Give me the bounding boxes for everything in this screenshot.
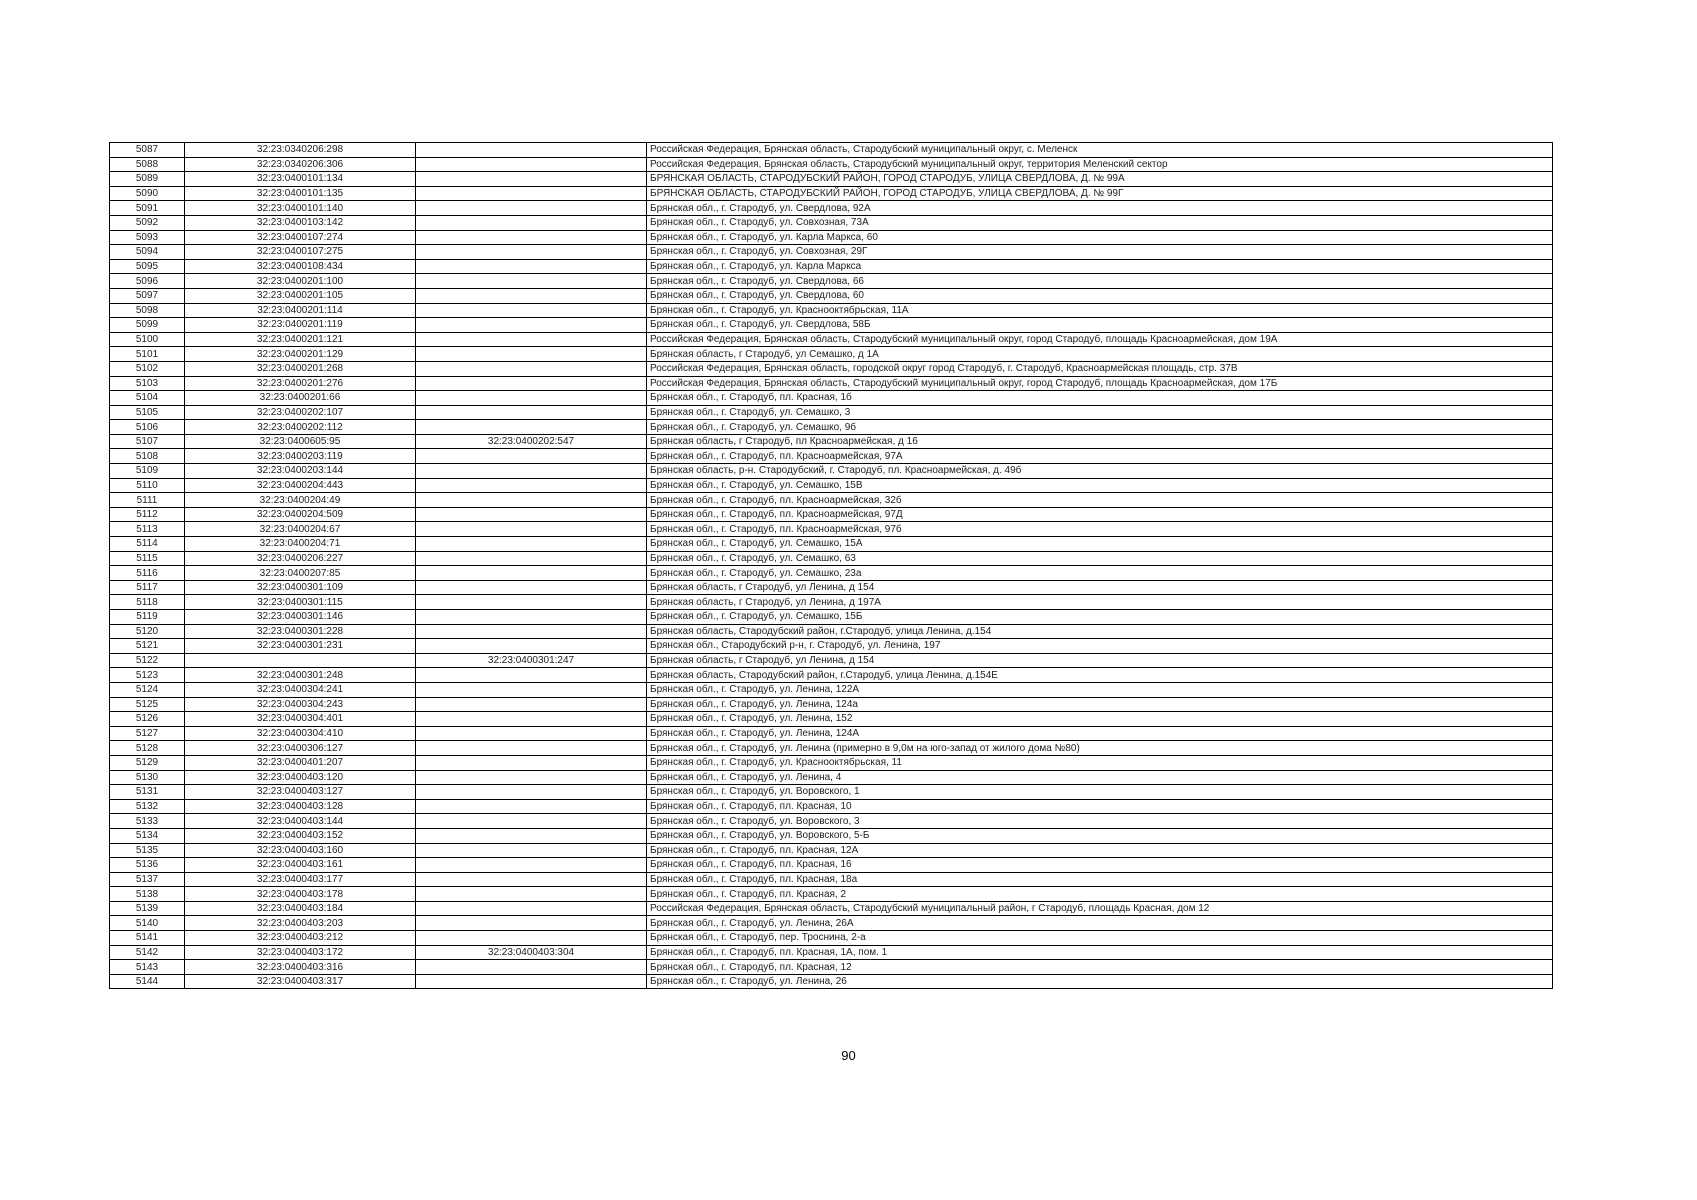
related-cadastral-number-cell	[416, 201, 647, 216]
row-number-cell: 5130	[110, 770, 185, 785]
table-row	[110, 595, 1553, 610]
cadastral-number-cell: 32:23:0400403:178	[185, 887, 416, 902]
related-cadastral-number-cell	[416, 639, 647, 654]
row-number-cell: 5089	[110, 172, 185, 187]
row-number-cell: 5126	[110, 712, 185, 727]
related-cadastral-number-cell	[416, 259, 647, 274]
address-cell: Брянская обл., г. Стародуб, пл. Красная, 1А, пом. 1	[647, 945, 1553, 960]
cadastral-number-cell: 32:23:0400403:128	[185, 799, 416, 814]
address-cell: Брянская обл., г. Стародуб, ул. Ленина, 26	[647, 974, 1553, 989]
row-number-cell: 5106	[110, 420, 185, 435]
cadastral-number-cell: 32:23:0340206:298	[185, 143, 416, 158]
cadastral-number-cell: 32:23:0400101:134	[185, 172, 416, 187]
related-cadastral-number-cell	[416, 172, 647, 187]
address-cell: Брянская обл., г. Стародуб, ул. Семашко, 15В	[647, 478, 1553, 493]
row-number-cell: 5113	[110, 522, 185, 537]
address-cell: Брянская обл., г. Стародуб, ул. Семашко, 15А	[647, 537, 1553, 552]
table-row	[110, 449, 1553, 464]
table-row	[110, 858, 1553, 873]
related-cadastral-number-cell	[416, 361, 647, 376]
row-number-cell: 5100	[110, 332, 185, 347]
address-cell: Брянская обл., г. Стародуб, ул. Свердлова, 92А	[647, 201, 1553, 216]
related-cadastral-number-cell	[416, 274, 647, 289]
related-cadastral-number-cell	[416, 376, 647, 391]
cadastral-number-cell: 32:23:0400301:228	[185, 624, 416, 639]
related-cadastral-number-cell	[416, 931, 647, 946]
table-row	[110, 785, 1553, 800]
cadastral-number-cell: 32:23:0400304:243	[185, 697, 416, 712]
address-cell: Брянская обл., г. Стародуб, пл. Красноармейская, 97А	[647, 449, 1553, 464]
cadastral-number-cell	[185, 653, 416, 668]
row-number-cell: 5098	[110, 303, 185, 318]
row-number-cell: 5120	[110, 624, 185, 639]
row-number-cell: 5094	[110, 245, 185, 260]
cadastral-number-cell: 32:23:0400403:212	[185, 931, 416, 946]
cadastral-number-cell: 32:23:0400306:127	[185, 741, 416, 756]
related-cadastral-number-cell	[416, 215, 647, 230]
table-row	[110, 361, 1553, 376]
row-number-cell: 5101	[110, 347, 185, 362]
address-cell: Российская Федерация, Брянская область, Стародубский муниципальный округ, город Стародуб, площадь Красноармейская, дом 19А	[647, 332, 1553, 347]
table-row	[110, 420, 1553, 435]
related-cadastral-number-cell	[416, 682, 647, 697]
cadastral-number-cell: 32:23:0400301:231	[185, 639, 416, 654]
table-row	[110, 303, 1553, 318]
row-number-cell: 5096	[110, 274, 185, 289]
address-cell: Брянская обл., г. Стародуб, ул. Семашко, 15Б	[647, 610, 1553, 625]
table-row	[110, 391, 1553, 406]
page-number: 90	[841, 1048, 856, 1063]
cadastral-number-cell: 32:23:0400204:509	[185, 507, 416, 522]
related-cadastral-number-cell	[416, 551, 647, 566]
cadastral-number-cell: 32:23:0400403:127	[185, 785, 416, 800]
address-cell: Российская Федерация, Брянская область, Стародубский муниципальный округ, территория Меленский сектор	[647, 157, 1553, 172]
table-row	[110, 405, 1553, 420]
table-row	[110, 624, 1553, 639]
cadastral-number-cell: 32:23:0400107:275	[185, 245, 416, 260]
address-cell: Брянская область, Стародубский район, г.Стародуб, улица Ленина, д.154Е	[647, 668, 1553, 683]
related-cadastral-number-cell	[416, 580, 647, 595]
registry-table	[109, 142, 1553, 989]
address-cell: Брянская обл., г. Стародуб, ул. Семашко, 63	[647, 551, 1553, 566]
related-cadastral-number-cell	[416, 157, 647, 172]
row-number-cell: 5103	[110, 376, 185, 391]
row-number-cell: 5119	[110, 610, 185, 625]
table-row	[110, 697, 1553, 712]
table-row	[110, 215, 1553, 230]
cadastral-number-cell: 32:23:0400401:207	[185, 755, 416, 770]
row-number-cell: 5132	[110, 799, 185, 814]
table-row	[110, 814, 1553, 829]
cadastral-number-cell: 32:23:0400204:443	[185, 478, 416, 493]
row-number-cell: 5122	[110, 653, 185, 668]
row-number-cell: 5134	[110, 828, 185, 843]
table-row	[110, 843, 1553, 858]
related-cadastral-number-cell	[416, 872, 647, 887]
related-cadastral-number-cell	[416, 901, 647, 916]
address-cell: Брянская обл., г. Стародуб, ул. Ленина, 152	[647, 712, 1553, 727]
related-cadastral-number-cell	[416, 624, 647, 639]
row-number-cell: 5140	[110, 916, 185, 931]
cadastral-number-cell: 32:23:0400103:142	[185, 215, 416, 230]
table-row	[110, 945, 1553, 960]
address-cell: Российская Федерация, Брянская область, Стародубский муниципальный округ, город Стародуб, площадь Красноармейская, дом 17Б	[647, 376, 1553, 391]
cadastral-number-cell: 32:23:0400403:144	[185, 814, 416, 829]
related-cadastral-number-cell	[416, 288, 647, 303]
row-number-cell: 5131	[110, 785, 185, 800]
related-cadastral-number-cell	[416, 785, 647, 800]
address-cell: Брянская обл., г. Стародуб, пл. Красная, 16	[647, 858, 1553, 873]
related-cadastral-number-cell	[416, 449, 647, 464]
related-cadastral-number-cell: 32:23:0400301:247	[416, 653, 647, 668]
related-cadastral-number-cell	[416, 887, 647, 902]
table-row	[110, 755, 1553, 770]
related-cadastral-number-cell	[416, 478, 647, 493]
address-cell: Брянская обл., г. Стародуб, ул. Ленина (примерно в 9,0м на юго-запад от жилого дома №80)	[647, 741, 1553, 756]
row-number-cell: 5124	[110, 682, 185, 697]
table-row	[110, 259, 1553, 274]
address-cell: Брянская обл., г. Стародуб, ул. Воровского, 5-Б	[647, 828, 1553, 843]
row-number-cell: 5093	[110, 230, 185, 245]
table-row	[110, 537, 1553, 552]
related-cadastral-number-cell	[416, 712, 647, 727]
row-number-cell: 5141	[110, 931, 185, 946]
address-cell: Брянская обл., г. Стародуб, ул. Ленина, 26А	[647, 916, 1553, 931]
address-cell: БРЯНСКАЯ ОБЛАСТЬ, СТАРОДУБСКИЙ РАЙОН, ГОРОД СТАРОДУБ, УЛИЦА СВЕРДЛОВА, Д. № 99А	[647, 172, 1553, 187]
cadastral-number-cell: 32:23:0400203:144	[185, 464, 416, 479]
related-cadastral-number-cell	[416, 741, 647, 756]
table-row	[110, 931, 1553, 946]
address-cell: Брянская обл., г. Стародуб, ул. Семашко, 3	[647, 405, 1553, 420]
address-cell: Брянская обл., Стародубский р-н, г. Стародуб, ул. Ленина, 197	[647, 639, 1553, 654]
related-cadastral-number-cell	[416, 726, 647, 741]
table-row	[110, 332, 1553, 347]
cadastral-number-cell: 32:23:0400201:121	[185, 332, 416, 347]
address-cell: Брянская обл., г. Стародуб, ул. Воровского, 1	[647, 785, 1553, 800]
table-row	[110, 551, 1553, 566]
related-cadastral-number-cell	[416, 799, 647, 814]
cadastral-number-cell: 32:23:0400304:410	[185, 726, 416, 741]
table-row	[110, 464, 1553, 479]
cadastral-number-cell: 32:23:0400206:227	[185, 551, 416, 566]
cadastral-number-cell: 32:23:0400201:105	[185, 288, 416, 303]
cadastral-number-cell: 32:23:0400301:248	[185, 668, 416, 683]
address-cell: Брянская обл., г. Стародуб, ул. Свердлова, 66	[647, 274, 1553, 289]
address-cell: Брянская обл., г. Стародуб, пл. Красная, 1б	[647, 391, 1553, 406]
row-number-cell: 5091	[110, 201, 185, 216]
related-cadastral-number-cell	[416, 303, 647, 318]
cadastral-number-cell: 32:23:0400301:109	[185, 580, 416, 595]
table-row	[110, 639, 1553, 654]
cadastral-number-cell: 32:23:0400108:434	[185, 259, 416, 274]
cadastral-number-cell: 32:23:0400403:184	[185, 901, 416, 916]
related-cadastral-number-cell	[416, 858, 647, 873]
row-number-cell: 5125	[110, 697, 185, 712]
row-number-cell: 5133	[110, 814, 185, 829]
cadastral-number-cell: 32:23:0400403:203	[185, 916, 416, 931]
row-number-cell: 5107	[110, 434, 185, 449]
table-row	[110, 201, 1553, 216]
related-cadastral-number-cell: 32:23:0400403:304	[416, 945, 647, 960]
table-row	[110, 974, 1553, 989]
address-cell: Брянская обл., г. Стародуб, ул. Семашко, 9б	[647, 420, 1553, 435]
cadastral-number-cell: 32:23:0400403:160	[185, 843, 416, 858]
address-cell: Брянская обл., г. Стародуб, ул. Воровского, 3	[647, 814, 1553, 829]
table-row	[110, 376, 1553, 391]
related-cadastral-number-cell	[416, 493, 647, 508]
address-cell: Брянская обл., г. Стародуб, ул. Ленина, 124а	[647, 697, 1553, 712]
related-cadastral-number-cell	[416, 916, 647, 931]
table-row	[110, 799, 1553, 814]
address-cell: Брянская обл., г. Стародуб, ул. Совхозная, 29Г	[647, 245, 1553, 260]
row-number-cell: 5138	[110, 887, 185, 902]
address-cell: Брянская обл., г. Стародуб, пер. Троснина, 2-а	[647, 931, 1553, 946]
related-cadastral-number-cell	[416, 507, 647, 522]
address-cell: Брянская область, р-н. Стародубский, г. Стародуб, пл. Красноармейская, д. 49б	[647, 464, 1553, 479]
cadastral-number-cell: 32:23:0400301:146	[185, 610, 416, 625]
table-row	[110, 288, 1553, 303]
cadastral-number-cell: 32:23:0400207:85	[185, 566, 416, 581]
related-cadastral-number-cell: 32:23:0400202:547	[416, 434, 647, 449]
cadastral-number-cell: 32:23:0400403:161	[185, 858, 416, 873]
related-cadastral-number-cell	[416, 143, 647, 158]
table-row	[110, 916, 1553, 931]
table-row	[110, 828, 1553, 843]
address-cell: БРЯНСКАЯ ОБЛАСТЬ, СТАРОДУБСКИЙ РАЙОН, ГОРОД СТАРОДУБ, УЛИЦА СВЕРДЛОВА, Д. № 99Г	[647, 186, 1553, 201]
row-number-cell: 5136	[110, 858, 185, 873]
row-number-cell: 5114	[110, 537, 185, 552]
row-number-cell: 5142	[110, 945, 185, 960]
table-row	[110, 143, 1553, 158]
cadastral-number-cell: 32:23:0400403:177	[185, 872, 416, 887]
address-cell: Брянская обл., г. Стародуб, ул. Свердлова, 60	[647, 288, 1553, 303]
related-cadastral-number-cell	[416, 668, 647, 683]
address-cell: Брянская обл., г. Стародуб, ул. Карла Маркса, 60	[647, 230, 1553, 245]
related-cadastral-number-cell	[416, 697, 647, 712]
related-cadastral-number-cell	[416, 391, 647, 406]
related-cadastral-number-cell	[416, 974, 647, 989]
row-number-cell: 5110	[110, 478, 185, 493]
related-cadastral-number-cell	[416, 595, 647, 610]
cadastral-number-cell: 32:23:0400101:140	[185, 201, 416, 216]
address-cell: Российская Федерация, Брянская область, Стародубский муниципальный район, г Стародуб, площадь Красная, дом 12	[647, 901, 1553, 916]
address-cell: Российская Федерация, Брянская область, городской округ город Стародуб, г. Стародуб, Красноармейская площадь, стр. 37В	[647, 361, 1553, 376]
table-row	[110, 347, 1553, 362]
table-row	[110, 887, 1553, 902]
row-number-cell: 5143	[110, 960, 185, 975]
table-row	[110, 172, 1553, 187]
cadastral-number-cell: 32:23:0400403:120	[185, 770, 416, 785]
table-row	[110, 872, 1553, 887]
cadastral-number-cell: 32:23:0400403:316	[185, 960, 416, 975]
cadastral-number-cell: 32:23:0400304:241	[185, 682, 416, 697]
related-cadastral-number-cell	[416, 420, 647, 435]
table-row	[110, 653, 1553, 668]
cadastral-number-cell: 32:23:0400204:49	[185, 493, 416, 508]
row-number-cell: 5092	[110, 215, 185, 230]
table-row	[110, 566, 1553, 581]
row-number-cell: 5095	[110, 259, 185, 274]
address-cell: Брянская область, г Стародуб, ул Ленина, д 197А	[647, 595, 1553, 610]
address-cell: Брянская обл., г. Стародуб, ул. Ленина, 122А	[647, 682, 1553, 697]
related-cadastral-number-cell	[416, 230, 647, 245]
table-row	[110, 580, 1553, 595]
row-number-cell: 5112	[110, 507, 185, 522]
address-cell: Брянская обл., г. Стародуб, пл. Красная, 10	[647, 799, 1553, 814]
table-row	[110, 960, 1553, 975]
row-number-cell: 5144	[110, 974, 185, 989]
cadastral-number-cell: 32:23:0400204:71	[185, 537, 416, 552]
cadastral-number-cell: 32:23:0400301:115	[185, 595, 416, 610]
row-number-cell: 5088	[110, 157, 185, 172]
table-row	[110, 901, 1553, 916]
row-number-cell: 5108	[110, 449, 185, 464]
address-cell: Брянская обл., г. Стародуб, ул. Семашко, 23а	[647, 566, 1553, 581]
cadastral-number-cell: 32:23:0400605:95	[185, 434, 416, 449]
related-cadastral-number-cell	[416, 405, 647, 420]
related-cadastral-number-cell	[416, 755, 647, 770]
address-cell: Брянская обл., г. Стародуб, пл. Красноармейская, 97б	[647, 522, 1553, 537]
row-number-cell: 5116	[110, 566, 185, 581]
row-number-cell: 5099	[110, 318, 185, 333]
cadastral-number-cell: 32:23:0400202:112	[185, 420, 416, 435]
cadastral-number-cell: 32:23:0400403:317	[185, 974, 416, 989]
cadastral-number-cell: 32:23:0340206:306	[185, 157, 416, 172]
address-cell: Брянская обл., г. Стародуб, пл. Красноармейская, 97Д	[647, 507, 1553, 522]
related-cadastral-number-cell	[416, 464, 647, 479]
related-cadastral-number-cell	[416, 814, 647, 829]
cadastral-number-cell: 32:23:0400403:152	[185, 828, 416, 843]
cadastral-number-cell: 32:23:0400304:401	[185, 712, 416, 727]
row-number-cell: 5109	[110, 464, 185, 479]
address-cell: Брянская область, Стародубский район, г.Стародуб, улица Ленина, д.154	[647, 624, 1553, 639]
row-number-cell: 5104	[110, 391, 185, 406]
table-row	[110, 493, 1553, 508]
table-row	[110, 726, 1553, 741]
table-row	[110, 274, 1553, 289]
row-number-cell: 5135	[110, 843, 185, 858]
cadastral-number-cell: 32:23:0400204:67	[185, 522, 416, 537]
row-number-cell: 5139	[110, 901, 185, 916]
cadastral-number-cell: 32:23:0400201:129	[185, 347, 416, 362]
row-number-cell: 5127	[110, 726, 185, 741]
address-cell: Брянская область, г Стародуб, ул Семашко, д 1А	[647, 347, 1553, 362]
address-cell: Брянская область, г Стародуб, ул Ленина, д 154	[647, 580, 1553, 595]
cadastral-number-cell: 32:23:0400201:119	[185, 318, 416, 333]
address-cell: Брянская обл., г. Стародуб, ул. Ленина, 4	[647, 770, 1553, 785]
row-number-cell: 5118	[110, 595, 185, 610]
table-row	[110, 682, 1553, 697]
cadastral-number-cell: 32:23:0400201:268	[185, 361, 416, 376]
address-cell: Брянская обл., г. Стародуб, ул. Краснооктябрьская, 11	[647, 755, 1553, 770]
cadastral-number-cell: 32:23:0400101:135	[185, 186, 416, 201]
address-cell: Брянская обл., г. Стародуб, пл. Красная, 2	[647, 887, 1553, 902]
address-cell: Брянская обл., г. Стародуб, пл. Красная, 12	[647, 960, 1553, 975]
address-cell: Брянская обл., г. Стародуб, ул. Ленина, 124А	[647, 726, 1553, 741]
row-number-cell: 5090	[110, 186, 185, 201]
related-cadastral-number-cell	[416, 960, 647, 975]
related-cadastral-number-cell	[416, 245, 647, 260]
address-cell: Брянская обл., г. Стародуб, пл. Красная, 18а	[647, 872, 1553, 887]
table-row	[110, 186, 1553, 201]
related-cadastral-number-cell	[416, 186, 647, 201]
cadastral-number-cell: 32:23:0400201:276	[185, 376, 416, 391]
related-cadastral-number-cell	[416, 522, 647, 537]
table-row	[110, 245, 1553, 260]
address-cell: Брянская обл., г. Стародуб, ул. Карла Маркса	[647, 259, 1553, 274]
related-cadastral-number-cell	[416, 770, 647, 785]
cadastral-number-cell: 32:23:0400201:66	[185, 391, 416, 406]
address-cell: Брянская область, г Стародуб, ул Ленина, д 154	[647, 653, 1553, 668]
table-row	[110, 741, 1553, 756]
cadastral-number-cell: 32:23:0400203:119	[185, 449, 416, 464]
table-row	[110, 230, 1553, 245]
address-cell: Брянская обл., г. Стародуб, ул. Краснооктябрьская, 11А	[647, 303, 1553, 318]
address-cell: Брянская обл., г. Стародуб, ул. Свердлова, 58Б	[647, 318, 1553, 333]
table-row	[110, 318, 1553, 333]
related-cadastral-number-cell	[416, 828, 647, 843]
table-row	[110, 668, 1553, 683]
row-number-cell: 5105	[110, 405, 185, 420]
row-number-cell: 5087	[110, 143, 185, 158]
related-cadastral-number-cell	[416, 318, 647, 333]
related-cadastral-number-cell	[416, 843, 647, 858]
row-number-cell: 5102	[110, 361, 185, 376]
registry-table-body	[110, 143, 1553, 989]
row-number-cell: 5117	[110, 580, 185, 595]
table-row	[110, 610, 1553, 625]
row-number-cell: 5097	[110, 288, 185, 303]
cadastral-number-cell: 32:23:0400403:172	[185, 945, 416, 960]
row-number-cell: 5137	[110, 872, 185, 887]
address-cell: Брянская обл., г. Стародуб, ул. Совхозная, 73А	[647, 215, 1553, 230]
related-cadastral-number-cell	[416, 332, 647, 347]
row-number-cell: 5129	[110, 755, 185, 770]
related-cadastral-number-cell	[416, 566, 647, 581]
row-number-cell: 5111	[110, 493, 185, 508]
address-cell: Брянская обл., г. Стародуб, пл. Красноармейская, 32б	[647, 493, 1553, 508]
row-number-cell: 5123	[110, 668, 185, 683]
table-row	[110, 157, 1553, 172]
cadastral-number-cell: 32:23:0400201:100	[185, 274, 416, 289]
table-row	[110, 770, 1553, 785]
related-cadastral-number-cell	[416, 347, 647, 362]
address-cell: Брянская область, г Стародуб, пл Красноармейская, д 16	[647, 434, 1553, 449]
cadastral-number-cell: 32:23:0400201:114	[185, 303, 416, 318]
address-cell: Российская Федерация, Брянская область, Стародубский муниципальный округ, с. Меленск	[647, 143, 1553, 158]
table-row	[110, 522, 1553, 537]
table-row	[110, 434, 1553, 449]
related-cadastral-number-cell	[416, 610, 647, 625]
row-number-cell: 5128	[110, 741, 185, 756]
cadastral-number-cell: 32:23:0400202:107	[185, 405, 416, 420]
row-number-cell: 5121	[110, 639, 185, 654]
related-cadastral-number-cell	[416, 537, 647, 552]
cadastral-number-cell: 32:23:0400107:274	[185, 230, 416, 245]
table-row	[110, 712, 1553, 727]
row-number-cell: 5115	[110, 551, 185, 566]
table-row	[110, 478, 1553, 493]
table-row	[110, 507, 1553, 522]
address-cell: Брянская обл., г. Стародуб, пл. Красная, 12А	[647, 843, 1553, 858]
